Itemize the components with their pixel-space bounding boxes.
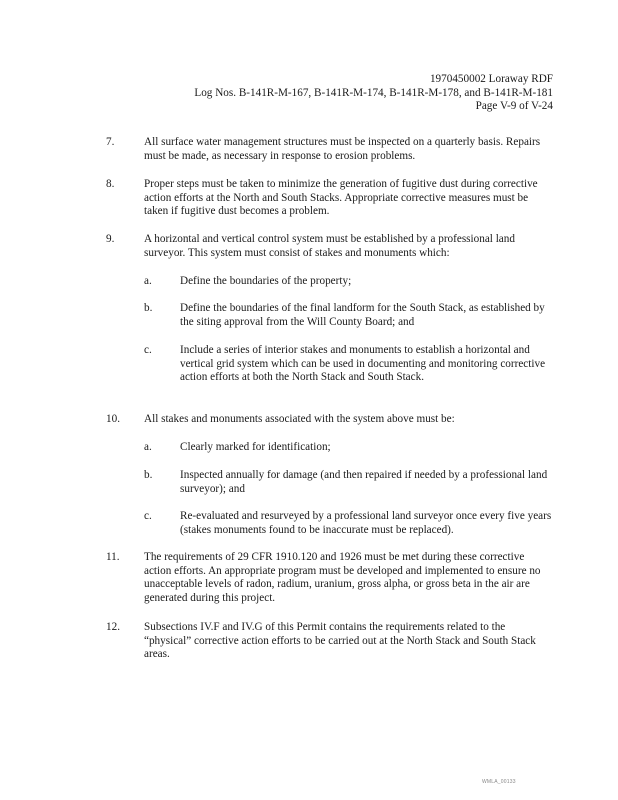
page-header (194, 73, 553, 114)
item-text: Proper steps must be taken to minimize the generation of fugitive dust during corrective action efforts at the North and South Stacks. Appropriate corrective measures must be taken if fugitive dust becomes a problem. (144, 178, 538, 218)
sub-item-letter: b. (144, 302, 153, 314)
sub-item-letter: c. (144, 344, 152, 356)
item-number: 10. (106, 413, 120, 425)
sub-item-text: Inspected annually for damage (and then repaired if needed by a professional land surveyor); and (180, 469, 548, 495)
item-text: A horizontal and vertical control system must be established by a professional land surveyor. This system must consist of stakes and monuments which: (144, 233, 515, 259)
bates-stamp: WMLA_00133 (482, 779, 516, 785)
item-text: All stakes and monuments associated with the system above must be: (144, 413, 455, 425)
item-text: All surface water management structures must be inspected on a quarterly basis. Repairs must be made, as necessary in response to erosion problems. (144, 136, 541, 162)
item-number: 12. (106, 621, 120, 633)
sub-item-text: Clearly marked for identification; (180, 441, 331, 453)
item-number: 7. (106, 136, 115, 148)
header-page-number: Page V-9 of V-24 (475, 100, 553, 113)
item-text: Subsections IV.F and IV.G of this Permit contains the requirements related to the “physical” corrective action efforts to be carried out at the North Stack and South Stack areas. (144, 621, 536, 661)
sub-item-letter: c. (144, 510, 152, 522)
sub-item-text: Define the boundaries of the property; (180, 275, 352, 287)
header-log-numbers: Log Nos. B-141R-M-167, B-141R-M-174, B-141R-M-178, and B-141R-M-181 (194, 86, 553, 99)
sub-item-letter: a. (144, 441, 152, 453)
item-number: 11. (106, 551, 120, 563)
sub-item-letter: a. (144, 275, 152, 287)
sub-item-text: Include a series of interior stakes and monuments to establish a horizontal and vertical grid system which can be used in documenting and monitoring corrective action efforts at both the North Stack and South Stack. (180, 344, 546, 384)
header-site-id: 1970450002 Loraway RDF (429, 73, 553, 85)
sub-item-text: Re-evaluated and resurveyed by a professional land surveyor once every five years (stakes monuments found to be inaccurate must be replaced). (180, 510, 552, 536)
item-number: 8. (106, 178, 115, 190)
sub-item-text: Define the boundaries of the final landform for the South Stack, as established by the siting approval from the Will County Board; and (180, 302, 545, 328)
item-text: The requirements of 29 CFR 1910.120 and 1926 must be met during these corrective action efforts. An appropriate program must be developed and implemented to ensure no unacceptable levels of radon, radium, uranium, gross alpha, or gross beta in the air are generated during this project. (144, 551, 541, 604)
item-number: 9. (106, 233, 115, 245)
sub-item-letter: b. (144, 469, 153, 481)
